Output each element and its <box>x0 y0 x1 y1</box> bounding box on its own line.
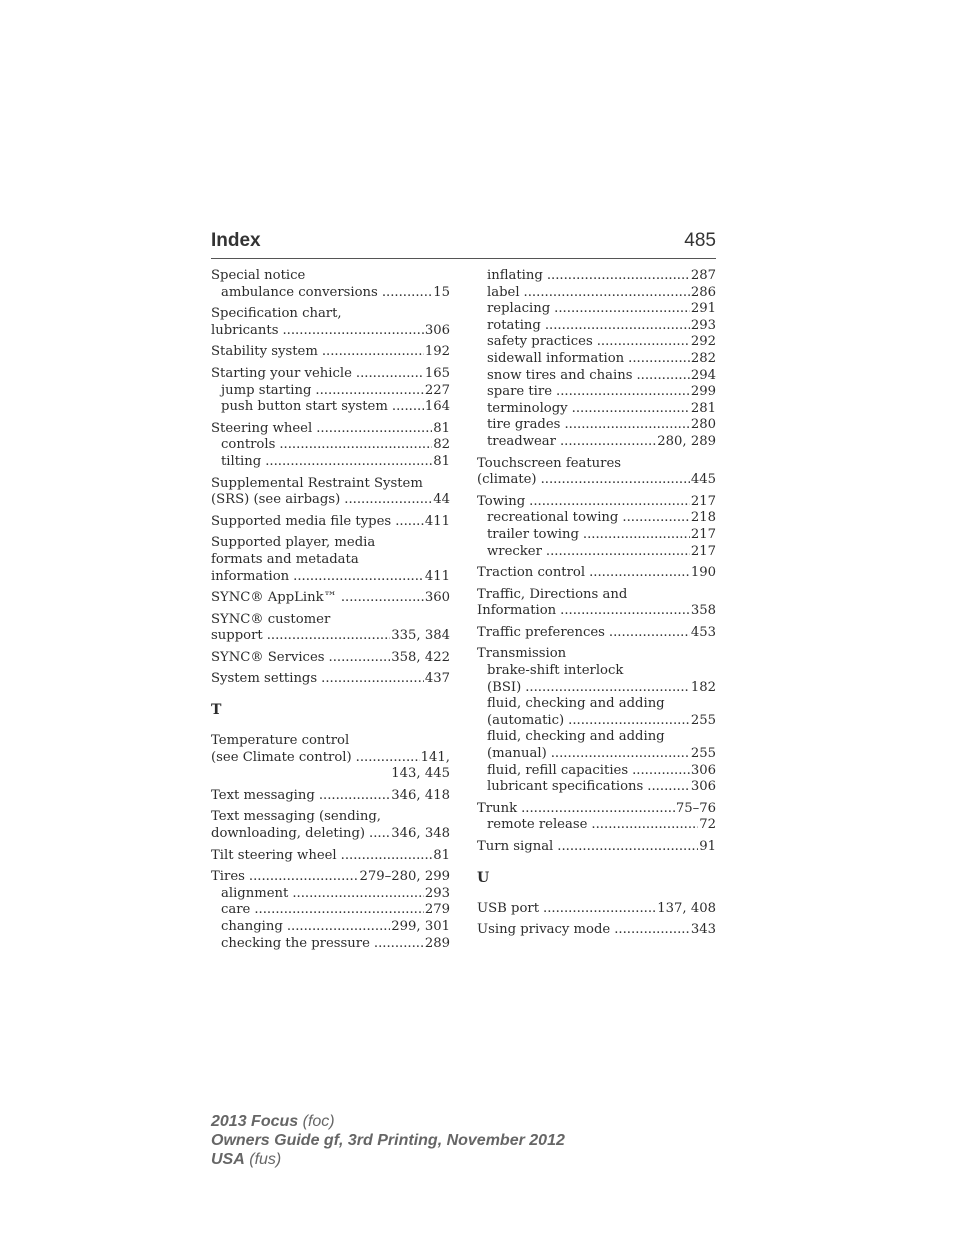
index-entry-line <box>211 323 450 340</box>
index-entry-line <box>477 456 716 473</box>
index-entry-line <box>211 421 450 438</box>
section-letter: T <box>211 702 222 719</box>
index-page-ref: 143, 445 <box>391 766 450 782</box>
dot-leader <box>614 922 690 939</box>
index-term: Temperature control <box>211 733 350 749</box>
index-entry-line <box>211 306 450 323</box>
index-page-ref: 227 <box>424 382 450 398</box>
dot-leader <box>329 650 391 667</box>
index-entry-line <box>211 809 450 826</box>
index-term: wrecker <box>487 543 542 559</box>
index-page-ref: 346, 418 <box>391 787 450 803</box>
dot-leader <box>546 544 690 561</box>
index-entry <box>211 268 450 301</box>
dot-leader <box>622 510 689 527</box>
index-term: downloading, deleting) <box>211 826 366 842</box>
index-entry <box>211 344 450 361</box>
index-subentry <box>477 401 716 418</box>
dot-leader <box>632 763 690 780</box>
index-entry-line <box>211 535 450 552</box>
index-term: (automatic) <box>487 712 565 728</box>
index-page-ref: 335, 384 <box>391 628 450 644</box>
index-page-ref: 346, 348 <box>391 826 450 842</box>
dot-leader <box>597 334 690 351</box>
index-subentry <box>477 510 716 527</box>
index-term: tire grades <box>487 417 561 433</box>
index-entry <box>211 809 450 842</box>
index-entry <box>477 922 716 939</box>
index-term: safety practices <box>487 334 593 350</box>
index-entry <box>211 514 450 531</box>
dot-leader <box>287 919 390 936</box>
dot-leader <box>554 301 690 318</box>
index-entry-line <box>211 268 450 285</box>
footer-guide: Owners Guide gf, 3rd Printing, November 2012 <box>211 1132 565 1149</box>
dot-leader <box>547 268 690 285</box>
index-term: SYNC® customer <box>211 611 331 627</box>
dot-leader <box>543 901 656 918</box>
index-page-ref: 255 <box>690 712 716 728</box>
dot-leader <box>556 384 690 401</box>
index-page-ref: 437 <box>424 671 450 687</box>
index-page-ref: 72 <box>699 817 716 833</box>
index-entry-line <box>211 476 450 493</box>
index-subentry <box>211 902 450 919</box>
footer <box>211 1112 565 1169</box>
index-term: formats and metadata <box>211 551 359 567</box>
index-entry <box>477 901 716 918</box>
index-subentry <box>477 696 716 713</box>
index-subentry <box>477 817 716 834</box>
dot-leader <box>392 399 424 416</box>
index-term: alignment <box>221 885 289 901</box>
index-term: rotating <box>487 317 541 333</box>
index-subentry <box>477 368 716 385</box>
index-entry-line <box>477 839 716 856</box>
index-page-ref: 286 <box>690 284 716 300</box>
index-entry-line <box>477 625 716 642</box>
index-subentry <box>477 417 716 434</box>
index-term: Using privacy mode <box>477 922 611 938</box>
index-page-ref: 81 <box>433 420 450 436</box>
index-entry-line <box>211 628 450 645</box>
index-entry-line <box>211 788 450 805</box>
index-subentry <box>477 713 716 730</box>
index-term: Specification chart, <box>211 306 342 322</box>
footer-model-code: (foc) <box>302 1113 335 1130</box>
index-subentry <box>477 318 716 335</box>
index-page-ref: 306 <box>690 779 716 795</box>
index-page-ref: 445 <box>690 472 716 488</box>
index-entry-line <box>211 650 450 667</box>
index-entry-line <box>477 646 716 663</box>
index-term: (climate) <box>477 472 537 488</box>
dot-leader <box>267 628 391 645</box>
index-term: Traction control <box>477 565 586 581</box>
index-page-ref: 306 <box>690 762 716 778</box>
index-term: Steering wheel <box>211 420 313 436</box>
index-page-ref: 293 <box>424 885 450 901</box>
index-page-continuation <box>211 766 450 783</box>
index-page-ref: 217 <box>690 543 716 559</box>
index-page-ref: 217 <box>690 526 716 542</box>
index-entry-line <box>477 801 716 818</box>
index-entry <box>477 646 716 795</box>
index-subentry <box>477 301 716 318</box>
footer-market-line <box>211 1150 565 1169</box>
index-column-right <box>477 268 716 944</box>
index-term: SYNC® Services <box>211 649 325 665</box>
index-page-ref: 358, 422 <box>391 649 450 665</box>
index-term: Tilt steering wheel <box>211 847 337 863</box>
index-subentry <box>211 399 450 416</box>
dot-leader <box>293 569 424 586</box>
index-term: fluid, refill capacities <box>487 762 629 778</box>
index-term: lubricant specifications <box>487 779 644 795</box>
index-term: push button start system <box>221 399 388 415</box>
dot-leader <box>636 368 689 385</box>
footer-model: 2013 Focus <box>211 1113 299 1130</box>
index-term: trailer towing <box>487 526 579 542</box>
index-page-ref: 411 <box>424 568 450 584</box>
index-subentry <box>477 334 716 351</box>
index-page-ref: 218 <box>690 510 716 526</box>
dot-leader <box>254 902 423 919</box>
index-term: Starting your vehicle <box>211 365 352 381</box>
index-term: Touchscreen features <box>477 455 622 471</box>
index-term: Supported media file types <box>211 513 392 529</box>
footer-market-code: (fus) <box>249 1151 282 1168</box>
index-term: Turn signal <box>477 839 554 854</box>
dot-leader <box>374 936 424 953</box>
dot-leader <box>341 590 424 607</box>
index-page-ref: 299, 301 <box>391 919 450 934</box>
index-term: changing <box>221 919 283 934</box>
index-entry <box>477 494 716 560</box>
index-page-ref: 279 <box>424 902 450 918</box>
index-page-ref: 280, 289 <box>657 433 716 449</box>
index-term: Transmission <box>477 646 567 662</box>
index-term: remote release <box>487 817 588 833</box>
index-page-ref: 360 <box>424 590 450 606</box>
dot-leader <box>319 788 390 805</box>
index-term: lubricants <box>211 322 279 338</box>
index-subentry <box>477 527 716 544</box>
index-entry-line <box>211 590 450 607</box>
page-number: 485 <box>684 230 716 251</box>
index-term: ambulance conversions <box>221 284 378 300</box>
index-term: System settings <box>211 671 318 687</box>
index-term: controls <box>221 437 276 453</box>
dot-leader <box>315 383 423 400</box>
index-entry-line <box>211 869 450 886</box>
index-subentry <box>477 663 716 680</box>
index-page-ref: 165 <box>424 365 450 381</box>
index-subentry <box>477 384 716 401</box>
index-term: inflating <box>487 268 543 283</box>
index-term: Information <box>477 603 557 619</box>
index-page-ref: 15 <box>433 284 450 300</box>
index-subentry <box>211 454 450 471</box>
index-term: terminology <box>487 400 568 416</box>
index-term: snow tires and chains <box>487 367 633 383</box>
dot-leader <box>292 886 423 903</box>
dot-leader <box>628 351 690 368</box>
index-page-ref: 453 <box>690 624 716 640</box>
index-term: (BSI) <box>487 679 522 695</box>
index-term: Special notice <box>211 268 306 283</box>
dot-leader <box>341 848 433 865</box>
dot-leader <box>344 492 432 509</box>
index-page-ref: 164 <box>424 399 450 415</box>
index-subentry <box>477 285 716 302</box>
index-subentry <box>477 779 716 796</box>
index-page-ref: 280 <box>690 417 716 433</box>
index-term: checking the pressure <box>221 935 370 951</box>
index-page-ref: 299 <box>690 384 716 400</box>
dot-leader <box>356 366 424 383</box>
index-entry-line <box>211 733 450 750</box>
index-page-ref: 81 <box>433 453 450 469</box>
index-term: Supplemental Restraint System <box>211 475 423 491</box>
index-entry-line <box>477 565 716 582</box>
index-entry-line <box>477 494 716 511</box>
index-entry <box>211 590 450 607</box>
index-entry <box>477 839 716 856</box>
index-page-ref: 82 <box>433 437 450 453</box>
dot-leader <box>551 746 690 763</box>
index-entry <box>211 476 450 509</box>
index-entry <box>211 733 450 783</box>
index-page-ref: 289 <box>424 935 450 951</box>
index-term: jump starting <box>221 382 312 398</box>
index-entry-line <box>211 569 450 586</box>
index-subentry <box>211 383 450 400</box>
index-entry <box>211 788 450 805</box>
dot-leader <box>589 565 690 582</box>
dot-leader <box>609 625 690 642</box>
dot-leader <box>356 750 420 767</box>
dot-leader <box>568 713 690 730</box>
index-page-ref: 141, <box>420 749 450 765</box>
index-entry-line <box>211 344 450 361</box>
index-subentry <box>211 936 450 953</box>
index-page-ref: 343 <box>690 922 716 938</box>
index-subentry <box>211 919 450 936</box>
dot-leader <box>647 779 690 796</box>
index-term: Text messaging <box>211 787 315 803</box>
index-entry <box>477 268 716 451</box>
index-entry-line <box>477 587 716 604</box>
dot-leader <box>557 839 698 856</box>
index-term: sidewall information <box>487 350 625 366</box>
dot-leader <box>591 817 698 834</box>
index-term: fluid, checking and adding <box>487 696 665 712</box>
dot-leader <box>282 323 423 340</box>
index-term: Supported player, media <box>211 535 376 551</box>
index-term: Stability system <box>211 344 318 360</box>
index-page-ref: 279–280, 299 <box>359 869 450 885</box>
footer-guide-line <box>211 1131 565 1150</box>
index-entry-line <box>211 552 450 569</box>
index-term: Traffic, Directions and <box>477 586 628 602</box>
index-entry-line <box>211 514 450 531</box>
index-page-ref: 217 <box>690 493 716 509</box>
index-entry-line <box>211 492 450 509</box>
index-entry <box>477 625 716 642</box>
index-term: (manual) <box>487 746 547 762</box>
index-term: Traffic preferences <box>477 624 605 640</box>
index-entry-line <box>211 848 450 865</box>
index-entry <box>211 869 450 952</box>
dot-leader <box>583 527 690 544</box>
dot-leader <box>322 344 424 361</box>
index-page-ref: 190 <box>690 565 716 581</box>
header-divider <box>211 258 716 259</box>
index-page-ref: 294 <box>690 367 716 383</box>
index-term: label <box>487 284 520 300</box>
index-subentry <box>477 434 716 451</box>
dot-leader <box>560 603 690 620</box>
dot-leader <box>525 680 690 697</box>
index-subentry <box>211 285 450 302</box>
index-entry <box>211 650 450 667</box>
index-term: Tires <box>211 869 245 885</box>
index-entry <box>211 421 450 471</box>
dot-leader <box>541 472 690 489</box>
index-term: tilting <box>221 453 262 469</box>
index-subentry <box>477 680 716 697</box>
index-subentry <box>477 746 716 763</box>
index-subentry <box>477 544 716 561</box>
index-page-ref: 182 <box>690 679 716 695</box>
index-term: Text messaging (sending, <box>211 809 381 825</box>
index-column-left <box>211 268 450 957</box>
index-page-ref: 291 <box>690 301 716 317</box>
index-term: SYNC® AppLink™ <box>211 590 337 606</box>
index-entry-line <box>211 612 450 629</box>
dot-leader <box>265 454 432 471</box>
index-page-ref: 255 <box>690 746 716 762</box>
dot-leader <box>279 437 432 454</box>
index-term: USB port <box>477 900 540 916</box>
index-entry <box>211 535 450 585</box>
dot-leader <box>564 417 689 434</box>
index-term: brake-shift interlock <box>487 663 624 679</box>
index-page-ref: 281 <box>690 400 716 416</box>
index-term: support <box>211 628 263 644</box>
dot-leader <box>572 401 690 418</box>
index-entry-line <box>477 472 716 489</box>
index-term: (SRS) (see airbags) <box>211 492 341 508</box>
dot-leader <box>521 801 675 818</box>
dot-leader <box>524 285 690 302</box>
index-page-ref: 192 <box>424 344 450 360</box>
index-term: Trunk <box>477 800 518 816</box>
index-term: replacing <box>487 301 551 317</box>
index-page-ref: 292 <box>690 334 716 350</box>
index-page-ref: 75–76 <box>675 800 716 816</box>
index-term: fluid, checking and adding <box>487 729 665 745</box>
index-page-ref: 137, 408 <box>657 900 716 916</box>
index-entry <box>211 612 450 645</box>
index-term: (see Climate control) <box>211 749 352 765</box>
index-entry <box>477 801 716 834</box>
index-page-ref: 293 <box>690 317 716 333</box>
index-entry <box>211 671 450 688</box>
index-entry <box>211 306 450 339</box>
dot-leader <box>395 514 424 531</box>
footer-model-line <box>211 1112 565 1131</box>
index-page-ref: 282 <box>690 350 716 366</box>
dot-leader <box>545 318 690 335</box>
footer-market: USA <box>211 1151 245 1168</box>
index-entry <box>477 587 716 620</box>
index-page-ref: 91 <box>699 839 716 854</box>
index-subentry <box>477 763 716 780</box>
dot-leader <box>321 671 424 688</box>
index-page-ref: 81 <box>433 847 450 863</box>
index-term: Towing <box>477 493 526 509</box>
index-entry-line <box>211 750 450 767</box>
index-page-ref: 44 <box>433 492 450 508</box>
dot-leader <box>249 869 359 886</box>
index-subentry <box>477 729 716 746</box>
section-letter: U <box>477 869 490 886</box>
index-entry <box>477 456 716 489</box>
index-subentry <box>211 886 450 903</box>
index-term: care <box>221 902 251 918</box>
index-term: recreational towing <box>487 510 619 526</box>
index-term: information <box>211 568 290 584</box>
index-term: treadwear <box>487 433 556 449</box>
index-entry-line <box>477 901 716 918</box>
dot-leader <box>369 826 390 843</box>
index-page-ref: 358 <box>690 603 716 619</box>
index-page-ref: 287 <box>690 268 716 283</box>
dot-leader <box>529 494 690 511</box>
dot-leader <box>316 421 432 438</box>
dot-leader <box>560 434 656 451</box>
index-entry <box>477 565 716 582</box>
index-subentry <box>477 351 716 368</box>
page-title: Index <box>211 230 261 251</box>
index-term: spare tire <box>487 384 552 400</box>
index-page-ref: 306 <box>424 322 450 338</box>
index-page-ref: 411 <box>424 513 450 529</box>
index-entry <box>211 848 450 865</box>
index-entry-line <box>477 922 716 939</box>
dot-leader <box>382 285 432 302</box>
index-subentry <box>211 437 450 454</box>
index-entry-line <box>477 603 716 620</box>
index-entry <box>211 366 450 416</box>
index-entry-line <box>211 826 450 843</box>
index-entry-line <box>211 671 450 688</box>
index-subentry <box>477 268 716 285</box>
index-entry-line <box>211 366 450 383</box>
